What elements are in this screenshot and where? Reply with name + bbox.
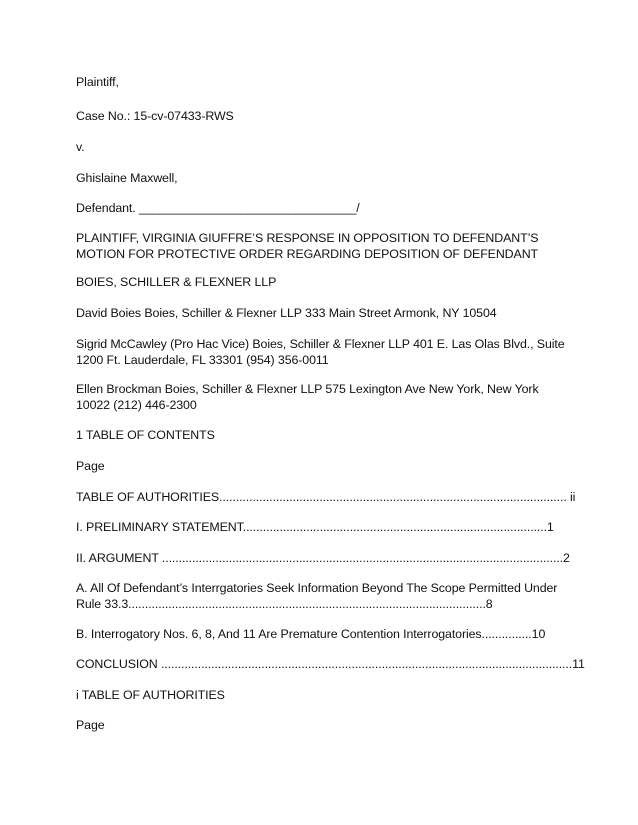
- toc-entry: II. ARGUMENT ........................................................................................................................2: [76, 551, 570, 565]
- toc-entry: TABLE OF AUTHORITIES........................................................................................................ ii: [76, 490, 576, 504]
- plaintiff-label: Plaintiff,: [76, 75, 119, 89]
- defendant-label: Defendant. ________________________________/: [76, 201, 360, 215]
- toc-entry: CONCLUSION ...........................................................................................................................11: [76, 657, 585, 671]
- case-number: Case No.: 15-cv-07433-RWS: [76, 109, 234, 123]
- toc-entry: A. All Of Defendant’s Interrgatories Seek Information Beyond The Scope Permitted Under Rule 33.3...........................................................................................................8: [76, 581, 558, 611]
- toc-entry: I. PRELIMINARY STATEMENT...........................................................................................1: [76, 520, 554, 534]
- toc-page-label: Page: [76, 459, 105, 473]
- firm-name: BOIES, SCHILLER & FLEXNER LLP: [76, 275, 277, 289]
- defendant-name: Ghislaine Maxwell,: [76, 171, 178, 185]
- attorney-block-boies: David Boies Boies, Schiller & Flexner LLP 333 Main Street Armonk, NY 10504: [76, 306, 497, 320]
- toc-heading: 1 TABLE OF CONTENTS: [76, 428, 215, 442]
- document-title: PLAINTIFF, VIRGINIA GIUFFRE’S RESPONSE IN OPPOSITION TO DEFENDANT’S MOTION FOR PROTECTIVE ORDER REGARDING DEPOSITION OF DEFENDANT: [76, 231, 539, 261]
- attorney-block-mccawley: Sigrid McCawley (Pro Hac Vice) Boies, Schiller & Flexner LLP 401 E. Las Olas Blvd., Suite 1200 Ft. Lauderdale, FL 33301 (954) 356-0011: [76, 337, 565, 367]
- authorities-page-label: Page: [76, 718, 105, 732]
- versus-label: v.: [76, 140, 85, 154]
- authorities-heading: i TABLE OF AUTHORITIES: [76, 688, 225, 702]
- toc-entry: B. Interrogatory Nos. 6, 8, And 11 Are Premature Contention Interrogatories...............10: [76, 627, 546, 641]
- attorney-block-brockman: Ellen Brockman Boies, Schiller & Flexner LLP 575 Lexington Ave New York, New York 10022 (212) 446-2300: [76, 382, 539, 412]
